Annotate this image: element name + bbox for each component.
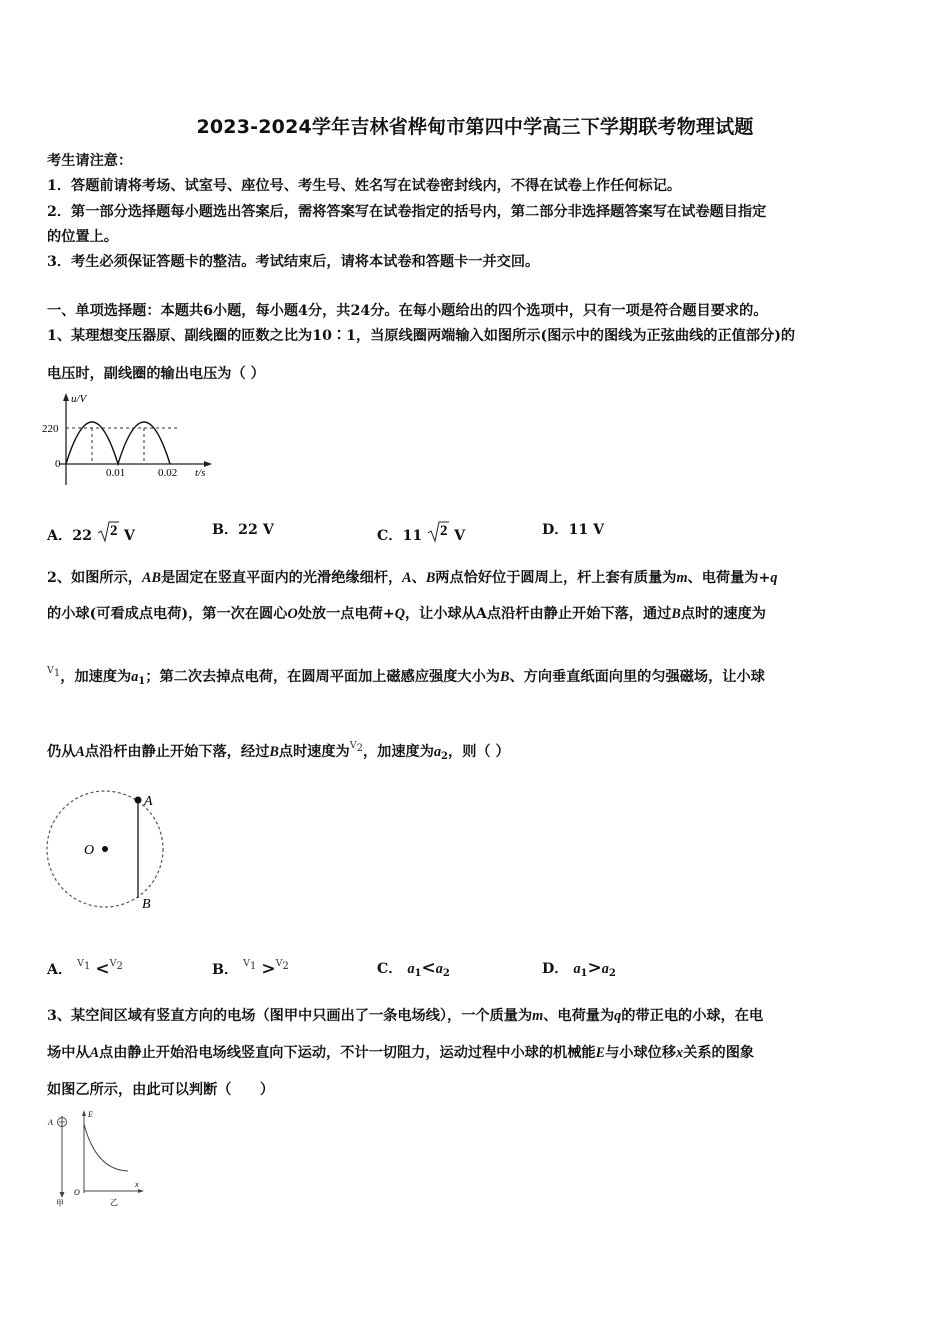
q3-label-x: x — [135, 1180, 139, 1189]
q2-a1-sub: 1 — [138, 676, 146, 687]
q2-line-1 — [47, 567, 777, 587]
q2-v2-sub: 2 — [356, 743, 363, 754]
q2-v2-v: V — [349, 740, 357, 751]
q1-x2: 0.02 — [158, 467, 178, 479]
q3-line-2 — [47, 1042, 754, 1062]
q2-text: ，加速度为 — [362, 744, 434, 760]
q1-line-1: 1、某理想变压器原、副线圈的匝数之比为10∶1，当原线圈两端输入如图所示(图示中的图线为正弦曲线的正值部分)的 — [47, 328, 796, 344]
q3-var-e: E — [595, 1045, 606, 1061]
q1-option-a-label: A．22 — [47, 528, 92, 544]
q3-label-yi: 乙 — [110, 1198, 118, 1207]
q2-text: 、方向垂直纸面向里的匀强磁场，让小球 — [509, 669, 765, 685]
q3-line-1 — [47, 1005, 763, 1025]
q2-var-a: A — [75, 744, 85, 760]
q1-ytick: 220 — [42, 423, 59, 435]
q2-text: 点时的速度为 — [680, 606, 766, 622]
q3-text: 场中从 — [47, 1045, 90, 1061]
q2-var-b: B — [499, 669, 510, 685]
q2-v1-v: V — [47, 665, 54, 676]
section-heading: 一、单项选择题：本题共6小题，每小题4分，共24分。在每小题给出的四个选项中，只有一项是符合题目要求的。 — [47, 303, 768, 319]
q3-label-o: O — [74, 1188, 80, 1197]
q2-line-2 — [47, 603, 766, 623]
q2-text: ，则（ ） — [448, 744, 510, 760]
q3-text: 点由静止开始沿电场线竖直向下运动，不计一切阻力，运动过程中小球的机械能 — [99, 1045, 596, 1061]
q1-y-arrow — [63, 393, 69, 401]
q3-x-arrow — [138, 1189, 144, 1193]
q2-option-b[interactable] — [212, 958, 289, 979]
q2-var-a: A — [402, 570, 412, 586]
q3-label-a: A — [48, 1118, 53, 1127]
q2-text: 2、如图所示， — [47, 570, 142, 586]
q2-a2-sub: 2 — [441, 751, 448, 762]
q2-opt-a-label: A． — [47, 962, 73, 978]
q2-opt-v: V — [275, 958, 283, 969]
q1-option-d[interactable]: D．11 V — [542, 522, 605, 538]
q2-a1: a — [131, 669, 139, 685]
q2-opt-d-label: D． — [542, 961, 569, 977]
q3-text: 与小球位移 — [605, 1045, 677, 1061]
q3-var-x: x — [676, 1045, 684, 1061]
q1-option-a[interactable] — [47, 519, 135, 545]
notice-heading: 考生请注意： — [47, 153, 133, 169]
q2-opt-sub: 2 — [116, 961, 123, 972]
q3-text: 3、某空间区域有竖直方向的电场（图甲中只画出了一条电场线），一个质量为 — [47, 1008, 533, 1024]
q2-opt-sub: 1 — [84, 961, 91, 972]
q3-text: 关系的图象 — [683, 1045, 755, 1061]
q2-label-o: O — [84, 843, 95, 858]
q2-opt-sub: 1 — [414, 968, 422, 979]
q2-var-Q: Q — [394, 606, 405, 622]
q1-xlabel: t/s — [195, 467, 206, 479]
q2-opt-v: V — [77, 958, 85, 969]
q2-option-d[interactable] — [542, 958, 616, 979]
q2-opt-sub: 2 — [608, 968, 616, 979]
q2-text: 点沿杆由静止开始下落，经过 — [84, 744, 270, 760]
q2-a2: a — [433, 744, 442, 760]
q2-var-b: B — [269, 744, 279, 760]
q2-text: 、电荷量为+ — [687, 570, 771, 586]
q2-option-a[interactable] — [47, 958, 123, 979]
q2-opt-rel: > — [261, 959, 276, 979]
q2-opt-a: a — [601, 961, 609, 977]
q2-var-m: m — [676, 570, 688, 586]
svg-text:2: 2 — [440, 523, 448, 539]
q2-text: 点时速度为 — [278, 744, 350, 760]
q2-opt-b-label: B． — [212, 962, 239, 978]
q2-text: 处放一点电荷+ — [297, 606, 395, 622]
q3-figure — [44, 1108, 154, 1208]
q1-voltage-graph — [38, 390, 218, 490]
q3-var-q: q — [614, 1008, 622, 1024]
notice-item-1: 1．答题前请将考场、试室号、座位号、考生号、姓名写在试卷密封线内，不得在试卷上作任何标记。 — [47, 178, 682, 194]
q3-line-3: 如图乙所示，由此可以判断（ ） — [47, 1082, 275, 1098]
q2-option-c[interactable] — [377, 958, 450, 979]
q2-var-b: B — [671, 606, 681, 622]
q2-text: ；第二次去掉点电荷，在圆周平面加上磁感应强度大小为 — [145, 669, 500, 685]
q2-text: ，加速度为 — [60, 669, 132, 685]
q2-center-dot — [102, 846, 108, 852]
q3-field-arrow — [60, 1192, 65, 1198]
q2-text: 两点恰好位于圆周上，杆上套有质量为 — [435, 570, 677, 586]
q3-e-arrow — [82, 1110, 86, 1116]
q2-opt-sub: 2 — [442, 968, 450, 979]
q3-e-curve — [84, 1124, 128, 1171]
q2-opt-v: V — [243, 958, 251, 969]
q2-opt-rel: < — [95, 959, 110, 979]
q1-origin: 0 — [55, 458, 61, 470]
q1-option-c[interactable] — [377, 519, 465, 545]
q2-opt-rel: < — [421, 958, 436, 978]
q2-opt-sub: 2 — [282, 961, 289, 972]
q1-ylabel: u/V — [71, 393, 87, 405]
q3-var-m: m — [532, 1008, 544, 1024]
q2-opt-a: a — [407, 961, 415, 977]
notice-item-2-cont: 的位置上。 — [47, 229, 118, 245]
q2-opt-rel: > — [587, 958, 602, 978]
svg-text:2: 2 — [109, 523, 118, 539]
q2-var-q: q — [770, 570, 778, 586]
notice-item-2: 2．第一部分选择题每小题选出答案后，需将答案写在试卷指定的括号内，第二部分非选择题答案写在试卷题目指定 — [47, 204, 767, 220]
q1-option-c-label: C．11 — [377, 528, 423, 544]
page-title: 2023-2024学年吉林省桦甸市第四中学高三下学期联考物理试题 — [196, 116, 754, 138]
q2-opt-sub: 1 — [250, 961, 257, 972]
q2-ball — [135, 797, 142, 804]
notice-item-3: 3．考生必须保证答题卡的整洁。考试结束后，请将本试卷和答题卡一并交回。 — [47, 254, 540, 270]
q2-opt-v: V — [109, 958, 117, 969]
q2-opt-a: a — [435, 961, 443, 977]
q1-option-a-unit: V — [123, 528, 135, 544]
q3-label-jia: 甲 — [56, 1199, 64, 1208]
q2-circle-figure — [40, 786, 180, 916]
q3-label-e: E — [88, 1110, 93, 1119]
q2-text: 、 — [411, 570, 426, 586]
q2-opt-sub: 1 — [580, 968, 588, 979]
q2-label-a: A — [144, 794, 153, 809]
sqrt2-icon — [97, 519, 119, 545]
q2-label-b: B — [142, 897, 151, 912]
q2-text: 是固定在竖直平面内的光滑绝缘细杆， — [160, 570, 403, 586]
q3-text: 、电荷量为 — [543, 1008, 615, 1024]
q1-line-2: 电压时，副线圈的输出电压为（ ） — [47, 366, 265, 382]
q2-opt-a: a — [573, 961, 581, 977]
q1-option-b[interactable]: B．22 V — [212, 522, 274, 538]
q2-line-4 — [47, 740, 510, 762]
q3-var-a: A — [89, 1045, 100, 1061]
q2-var-ab: AB — [142, 570, 161, 586]
q2-v1-sub: 1 — [53, 668, 61, 679]
q2-text: 仍从 — [47, 744, 76, 760]
q3-text: 的带正电的小球，在电 — [621, 1008, 764, 1024]
q1-x1: 0.01 — [106, 467, 126, 479]
q2-text: ，让小球从A点沿杆由静止开始下落，通过 — [404, 606, 672, 622]
q2-text: 的小球(可看成点电荷)，第一次在圆心 — [47, 606, 288, 622]
sqrt2-icon — [427, 519, 449, 545]
q1-option-c-unit: V — [454, 528, 466, 544]
q2-line-3 — [47, 665, 765, 687]
q2-var-b: B — [425, 570, 436, 586]
q2-opt-c-label: C． — [377, 961, 403, 977]
q1-sine-curve — [66, 422, 170, 464]
q2-var-o: O — [287, 606, 298, 622]
